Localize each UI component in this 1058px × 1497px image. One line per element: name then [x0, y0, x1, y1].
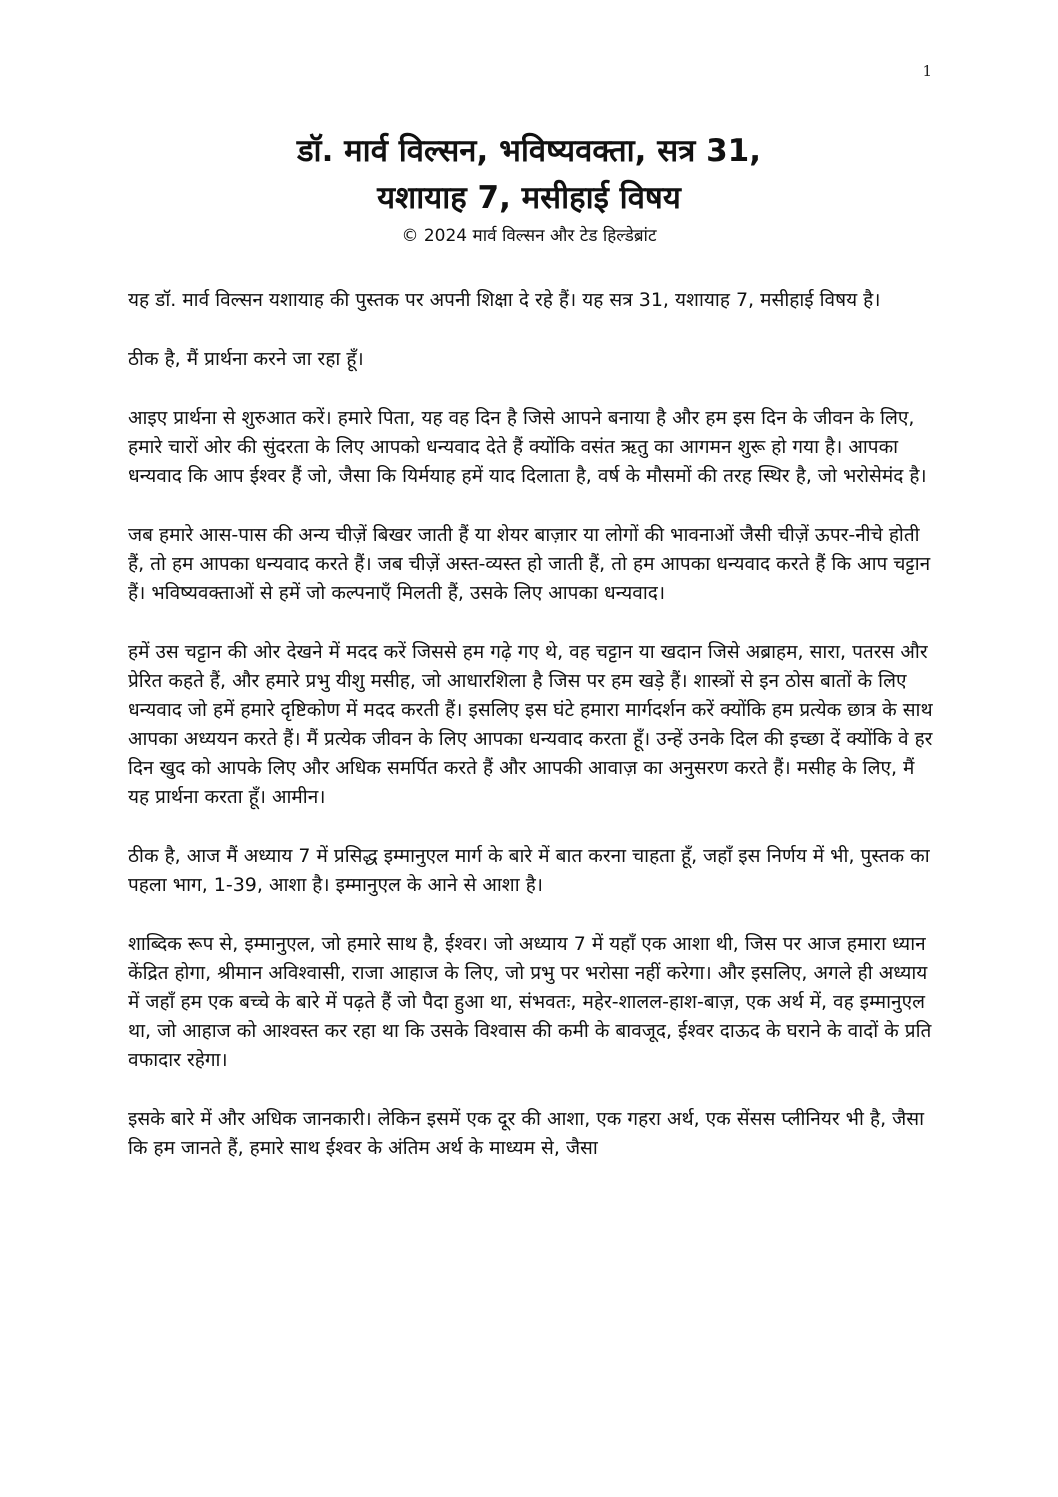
- paragraph-intro: यह डॉ. मार्व विल्सन यशायाह की पुस्तक पर अपनी शिक्षा दे रहे हैं। यह सत्र 31, यशायाह 7, मसीहाई विषय है।: [128, 289, 881, 311]
- document-header: [110, 128, 948, 248]
- paragraph-sensus-plenior: इसके बारे में और अधिक जानकारी। लेकिन इसमें एक दूर की आशा, एक गहरा अर्थ, एक सेंसस प्लीनियर भी है, जैसा कि हम जानते हैं, हमारे साथ ईश्वर के अंतिम अर्थ के माध्यम से, जैसा: [128, 1108, 925, 1159]
- paragraph-immanuel-meaning: शाब्दिक रूप से, इम्मानुएल, जो हमारे साथ है, ईश्वर। जो अध्याय 7 में यहाँ एक आशा थी, जिस पर आज हमारा ध्यान केंद्रित होगा, श्रीमान अविश्वासी, राजा आहाज के लिए, जो प्रभु पर भरोसा नहीं करेगा। और इसलिए, अगले ही अध्याय में जहाँ हम एक बच्चे के बारे में पढ़ते हैं जो पैदा हुआ था, संभवतः, महेर-शालल-हाश-बाज़, एक अर्थ में, वह इम्मानुएल था, जो आहाज को आश्वस्त कर रहा था कि उसके विश्वास की कमी के बावजूद, ईश्वर दाऊद के घराने के वादों के प्रति वफादार रहेगा।: [128, 933, 932, 1071]
- copyright-notice: © 2024 मार्व विल्सन और टेड हिल्डेब्रांट: [401, 226, 657, 246]
- paragraph-prayer-3: हमें उस चट्टान की ओर देखने में मदद करें जिससे हम गढ़े गए थे, वह चट्टान या खदान जिसे अब्राहम, सारा, पतरस और प्रेरित कहते हैं, और हमारे प्रभु यीशु मसीह, जो आधारशिला है जिस पर हम खड़े हैं। शास्त्रों से इन ठोस बातों के लिए धन्यवाद जो हमें हमारे दृष्टिकोण में मदद करती हैं। इसलिए इस घंटे हमारा मार्गदर्शन करें क्योंकि हम प्रत्येक छात्र के साथ आपका अध्ययन करते हैं। मैं प्रत्येक जीवन के लिए आपका धन्यवाद करता हूँ। उन्हें उनके दिल की इच्छा दें क्योंकि वे हर दिन खुद को आपके लिए और अधिक समर्पित करते हैं और आपकी आवाज़ का अनुसरण करते हैं। मसीह के लिए, मैं यह प्रार्थना करता हूँ। आमीन।: [128, 641, 933, 808]
- page-number: 1: [922, 62, 932, 80]
- paragraph-prayer-2: जब हमारे आस-पास की अन्य चीज़ें बिखर जाती हैं या शेयर बाज़ार या लोगों की भावनाओं जैसी चीज़ें ऊपर-नीचे होती हैं, तो हम आपका धन्यवाद करते हैं। जब चीज़ें अस्त-व्यस्त हो जाती हैं, तो हम आपका धन्यवाद करते हैं कि आप चट्टान हैं। भविष्यवक्ताओं से हमें जो कल्पनाएँ मिलती हैं, उसके लिए आपका धन्यवाद।: [128, 524, 931, 604]
- title-line-2: यशायाह 7, मसीहाई विषय: [377, 180, 681, 216]
- paragraph-immanuel-intro: ठीक है, आज मैं अध्याय 7 में प्रसिद्ध इम्मानुएल मार्ग के बारे में बात करना चाहता हूँ, जहाँ इस निर्णय में भी, पुस्तक का पहला भाग, 1-39, आशा है। इम्मानुएल के आने से आशा है।: [128, 845, 930, 896]
- title-line-1: डॉ. मार्व विल्सन, भविष्यवक्ता, सत्र 31,: [296, 133, 762, 169]
- paragraph-prayer-announce: ठीक है, मैं प्रार्थना करने जा रहा हूँ।: [128, 348, 364, 370]
- document-body: [128, 286, 938, 1193]
- paragraph-prayer-1: आइए प्रार्थना से शुरुआत करें। हमारे पिता, यह वह दिन है जिसे आपने बनाया है और हम इस दिन के जीवन के लिए, हमारे चारों ओर की सुंदरता के लिए आपको धन्यवाद देते हैं क्योंकि वसंत ऋतु का आगमन शुरू हो गया है। आपका धन्यवाद कि आप ईश्वर हैं जो, जैसा कि यिर्मयाह हमें याद दिलाता है, वर्ष के मौसमों की तरह स्थिर है, जो भरोसेमंद है।: [128, 407, 927, 487]
